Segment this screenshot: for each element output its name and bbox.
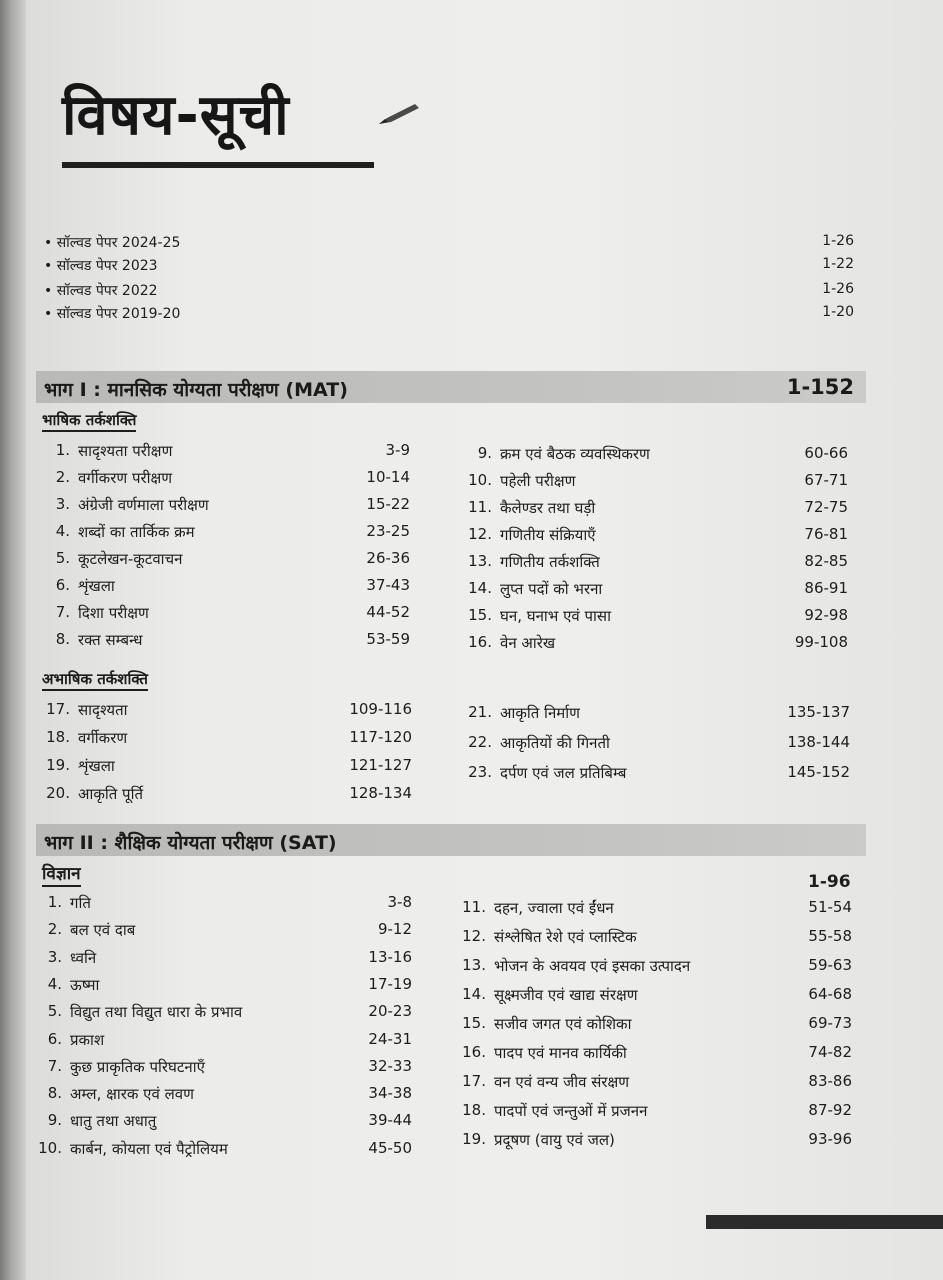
toc-topic: कूटलेखन-कूटवाचन (78, 550, 183, 568)
toc-number: 1. (47, 893, 62, 911)
toc-pages: 138-144 (787, 733, 850, 751)
toc-topic: सजीव जगत एवं कोशिका (494, 1015, 632, 1033)
toc-pages: 17-19 (368, 974, 412, 993)
toc-pages: 20-23 (368, 1002, 412, 1021)
toc-topic: क्रम एवं बैठक व्यवस्थिकरण (500, 445, 650, 463)
toc-number: 21. (468, 703, 492, 721)
toc-topic: घन, घनाभ एवं पासा (500, 607, 611, 625)
toc-number: 17. (46, 700, 70, 718)
toc-topic: दहन, ज्वाला एवं ईंधन (494, 899, 614, 917)
toc-number: 6. (55, 576, 70, 594)
toc-row (36, 948, 412, 972)
toc-row (36, 1030, 412, 1054)
toc-number: 19. (46, 756, 70, 774)
toc-row (36, 1057, 412, 1081)
toc-topic: वन एवं वन्य जीव संरक्षण (494, 1073, 630, 1091)
toc-row (460, 956, 852, 980)
toc-number: 8. (55, 630, 70, 648)
toc-topic: भोजन के अवयव एवं इसका उत्पादन (494, 957, 691, 975)
toc-topic: बल एवं दाब (70, 921, 136, 940)
toc-number: 4. (47, 974, 62, 993)
toc-row (460, 1014, 852, 1038)
toc-row (44, 495, 410, 519)
solved-paper-item (44, 233, 854, 255)
solved-paper-label: • सॉल्वड पेपर 2024-25 (44, 235, 181, 251)
toc-pages: 51-54 (808, 898, 852, 916)
toc-pages: 92-98 (804, 606, 848, 624)
toc-pages: 135-137 (787, 703, 850, 721)
nonverbal-heading-text: अभाषिक तर्कशक्ति (42, 670, 148, 691)
science-heading (42, 861, 81, 884)
toc-topic: कैलेण्डर तथा घड़ी (500, 499, 596, 517)
toc-topic: पहेली परीक्षण (500, 472, 576, 490)
toc-row (36, 1084, 412, 1108)
toc-row (466, 525, 848, 549)
solved-paper-item (44, 256, 854, 278)
toc-number: 8. (47, 1084, 62, 1103)
science-range: 1-96 (808, 872, 851, 892)
toc-topic: दर्पण एवं जल प्रतिबिम्ब (500, 764, 627, 782)
toc-pages: 23-25 (366, 522, 410, 540)
toc-topic: पादप एवं मानव कार्यिकी (494, 1044, 627, 1062)
toc-topic: रक्त सम्बन्ध (78, 631, 143, 649)
toc-pages: 24-31 (368, 1029, 412, 1048)
toc-number: 5. (47, 1002, 62, 1021)
toc-pages: 59-63 (808, 956, 852, 974)
solved-paper-item (44, 281, 854, 303)
verbal-heading (42, 410, 136, 430)
toc-pages: 87-92 (808, 1101, 852, 1119)
toc-pages: 26-36 (366, 549, 410, 567)
toc-topic: वेन आरेख (500, 634, 556, 652)
toc-number: 22. (468, 733, 492, 751)
solved-paper-pages: 1-20 (822, 304, 854, 320)
book-spine-shadow (0, 0, 26, 1280)
toc-topic: सादृश्यता (78, 701, 128, 719)
toc-pages: 121-127 (349, 756, 412, 774)
toc-pages: 76-81 (804, 525, 848, 543)
toc-pages: 34-38 (368, 1084, 412, 1103)
toc-topic: प्रदूषण (वायु एवं जल) (494, 1131, 615, 1149)
toc-pages: 10-14 (366, 468, 410, 486)
toc-topic: सादृश्यता परीक्षण (78, 442, 173, 460)
toc-row (44, 603, 410, 627)
toc-row (466, 633, 848, 657)
toc-number: 6. (47, 1029, 62, 1048)
toc-topic: धातु तथा अधातु (70, 1112, 157, 1131)
toc-row (460, 985, 852, 1009)
toc-row (466, 606, 848, 630)
toc-pages: 37-43 (366, 576, 410, 594)
toc-number: 10. (38, 1138, 62, 1157)
toc-number: 13. (462, 956, 486, 974)
toc-topic: ध्वनि (70, 948, 97, 967)
toc-pages: 145-152 (787, 763, 850, 781)
solved-paper-pages: 1-22 (822, 256, 854, 272)
page-title: विषय-सूची (62, 83, 290, 148)
toc-pages: 74-82 (808, 1043, 852, 1061)
toc-pages: 13-16 (368, 947, 412, 966)
toc-row (44, 728, 412, 752)
science-heading-text: विज्ञान (42, 864, 81, 887)
toc-pages: 93-96 (808, 1130, 852, 1148)
toc-row (466, 579, 848, 603)
toc-topic: विद्युत तथा विद्युत धारा के प्रभाव (70, 1003, 243, 1022)
toc-topic: गणितीय संक्रियाएँ (500, 526, 596, 544)
toc-row (460, 1101, 852, 1125)
toc-pages: 44-52 (366, 603, 410, 621)
toc-pages: 99-108 (794, 633, 848, 651)
toc-row (466, 733, 850, 757)
toc-number: 18. (462, 1101, 486, 1119)
toc-row (44, 576, 410, 600)
verbal-heading-text: भाषिक तर्कशक्ति (42, 411, 136, 432)
toc-row (460, 1072, 852, 1096)
toc-number: 4. (55, 522, 70, 540)
toc-row (36, 975, 412, 999)
toc-number: 3. (55, 495, 70, 513)
toc-number: 2. (55, 468, 70, 486)
toc-topic: गति (70, 894, 91, 912)
solved-paper-pages: 1-26 (822, 281, 854, 297)
toc-row (460, 898, 852, 922)
toc-row (44, 522, 410, 546)
toc-pages: 45-50 (368, 1138, 412, 1157)
toc-row (466, 763, 850, 787)
toc-number: 20. (46, 784, 70, 802)
toc-number: 16. (462, 1043, 486, 1061)
nonverbal-heading (42, 669, 148, 689)
toc-pages: 83-86 (808, 1072, 852, 1090)
toc-topic: अंग्रेजी वर्णमाला परीक्षण (78, 496, 209, 514)
toc-number: 7. (55, 603, 70, 621)
toc-pages: 55-58 (808, 927, 852, 945)
toc-topic: शब्दों का तार्किक क्रम (78, 523, 195, 541)
toc-row (466, 444, 848, 468)
toc-number: 7. (47, 1056, 62, 1075)
toc-topic: पादपों एवं जन्तुओं में प्रजनन (494, 1102, 648, 1120)
toc-pages: 15-22 (366, 495, 410, 513)
solved-paper-label: • सॉल्वड पेपर 2019-20 (44, 306, 181, 322)
toc-pages: 3-9 (385, 441, 410, 459)
solved-paper-label: • सॉल्वड पेपर 2023 (44, 258, 158, 274)
toc-number: 23. (468, 763, 492, 781)
toc-number: 14. (468, 579, 492, 597)
toc-number: 13. (468, 552, 492, 570)
toc-row (466, 703, 850, 727)
toc-number: 5. (55, 549, 70, 567)
toc-pages: 60-66 (804, 444, 848, 462)
toc-row (466, 498, 848, 522)
toc-topic: शृंखला (78, 757, 115, 775)
toc-row (44, 700, 412, 724)
toc-pages: 86-91 (804, 579, 848, 597)
toc-row (44, 441, 410, 465)
part2-title: भाग II : शैक्षिक योग्यता परीक्षण (SAT) (44, 832, 337, 854)
toc-number: 11. (468, 498, 492, 516)
toc-topic: प्रकाश (70, 1030, 105, 1049)
toc-topic: ऊष्मा (70, 975, 100, 994)
toc-topic: संश्लेषित रेशे एवं प्लास्टिक (494, 928, 637, 946)
toc-row (36, 1139, 412, 1163)
toc-pages: 72-75 (804, 498, 848, 516)
toc-pages: 3-8 (387, 893, 412, 911)
toc-pages: 64-68 (808, 985, 852, 1003)
toc-number: 14. (462, 985, 486, 1003)
toc-pages: 53-59 (366, 630, 410, 648)
toc-row (44, 549, 410, 573)
toc-row (44, 784, 412, 808)
part1-range: 1-152 (786, 375, 854, 399)
toc-topic: वर्गीकरण परीक्षण (78, 469, 173, 487)
bottom-decorative-bar (706, 1215, 943, 1229)
toc-topic: लुप्त पदों को भरना (500, 580, 603, 598)
toc-number: 17. (462, 1072, 486, 1090)
toc-row (460, 927, 852, 951)
toc-pages: 82-85 (804, 552, 848, 570)
toc-number: 9. (477, 444, 492, 462)
toc-number: 16. (468, 633, 492, 651)
toc-number: 15. (468, 606, 492, 624)
toc-pages: 69-73 (808, 1014, 852, 1032)
toc-row (36, 1002, 412, 1026)
toc-pages: 109-116 (349, 700, 412, 718)
toc-pages: 128-134 (349, 784, 412, 802)
toc-pages: 39-44 (368, 1111, 412, 1130)
toc-pages: 117-120 (349, 728, 412, 746)
toc-row (44, 468, 410, 492)
toc-number: 18. (46, 728, 70, 746)
toc-topic: कार्बन, कोयला एवं पैट्रोलियम (70, 1139, 228, 1158)
toc-topic: गणितीय तर्कशक्ति (500, 553, 600, 571)
toc-topic: आकृतियों की गिनती (500, 734, 610, 752)
part1-title: भाग I : मानसिक योग्यता परीक्षण (MAT) (44, 379, 348, 401)
toc-number: 12. (462, 927, 486, 945)
toc-row (36, 920, 412, 944)
solved-paper-pages: 1-26 (822, 233, 854, 249)
toc-number: 10. (468, 471, 492, 489)
toc-topic: कुछ प्राकृतिक परिघटनाएँ (70, 1057, 205, 1076)
part1-header (36, 371, 866, 403)
toc-number: 9. (47, 1111, 62, 1130)
toc-row (36, 893, 412, 917)
toc-row (44, 630, 410, 654)
toc-row (466, 552, 848, 576)
title-underline (62, 162, 374, 168)
toc-row (460, 1043, 852, 1067)
toc-number: 2. (47, 920, 62, 939)
toc-topic: आकृति निर्माण (500, 704, 580, 722)
toc-topic: सूक्ष्मजीव एवं खाद्य संरक्षण (494, 986, 638, 1004)
toc-topic: दिशा परीक्षण (78, 604, 149, 622)
toc-number: 19. (462, 1130, 486, 1148)
toc-topic: अम्ल, क्षारक एवं लवण (70, 1085, 194, 1104)
toc-row (460, 1130, 852, 1154)
toc-number: 15. (462, 1014, 486, 1032)
solved-paper-item (44, 304, 854, 326)
toc-pages: 9-12 (377, 920, 412, 939)
toc-row (466, 471, 848, 495)
toc-topic: शृंखला (78, 577, 115, 595)
toc-topic: वर्गीकरण (78, 729, 128, 747)
toc-row (44, 756, 412, 780)
toc-pages: 32-33 (368, 1056, 412, 1075)
toc-number: 1. (55, 441, 70, 459)
part2-header (36, 824, 866, 856)
pencil-icon (375, 100, 421, 126)
toc-number: 11. (462, 898, 486, 916)
toc-topic: आकृति पूर्ति (78, 785, 144, 803)
toc-number: 3. (47, 947, 62, 966)
solved-paper-label: • सॉल्वड पेपर 2022 (44, 283, 158, 299)
toc-row (36, 1111, 412, 1135)
toc-pages: 67-71 (804, 471, 848, 489)
toc-number: 12. (468, 525, 492, 543)
